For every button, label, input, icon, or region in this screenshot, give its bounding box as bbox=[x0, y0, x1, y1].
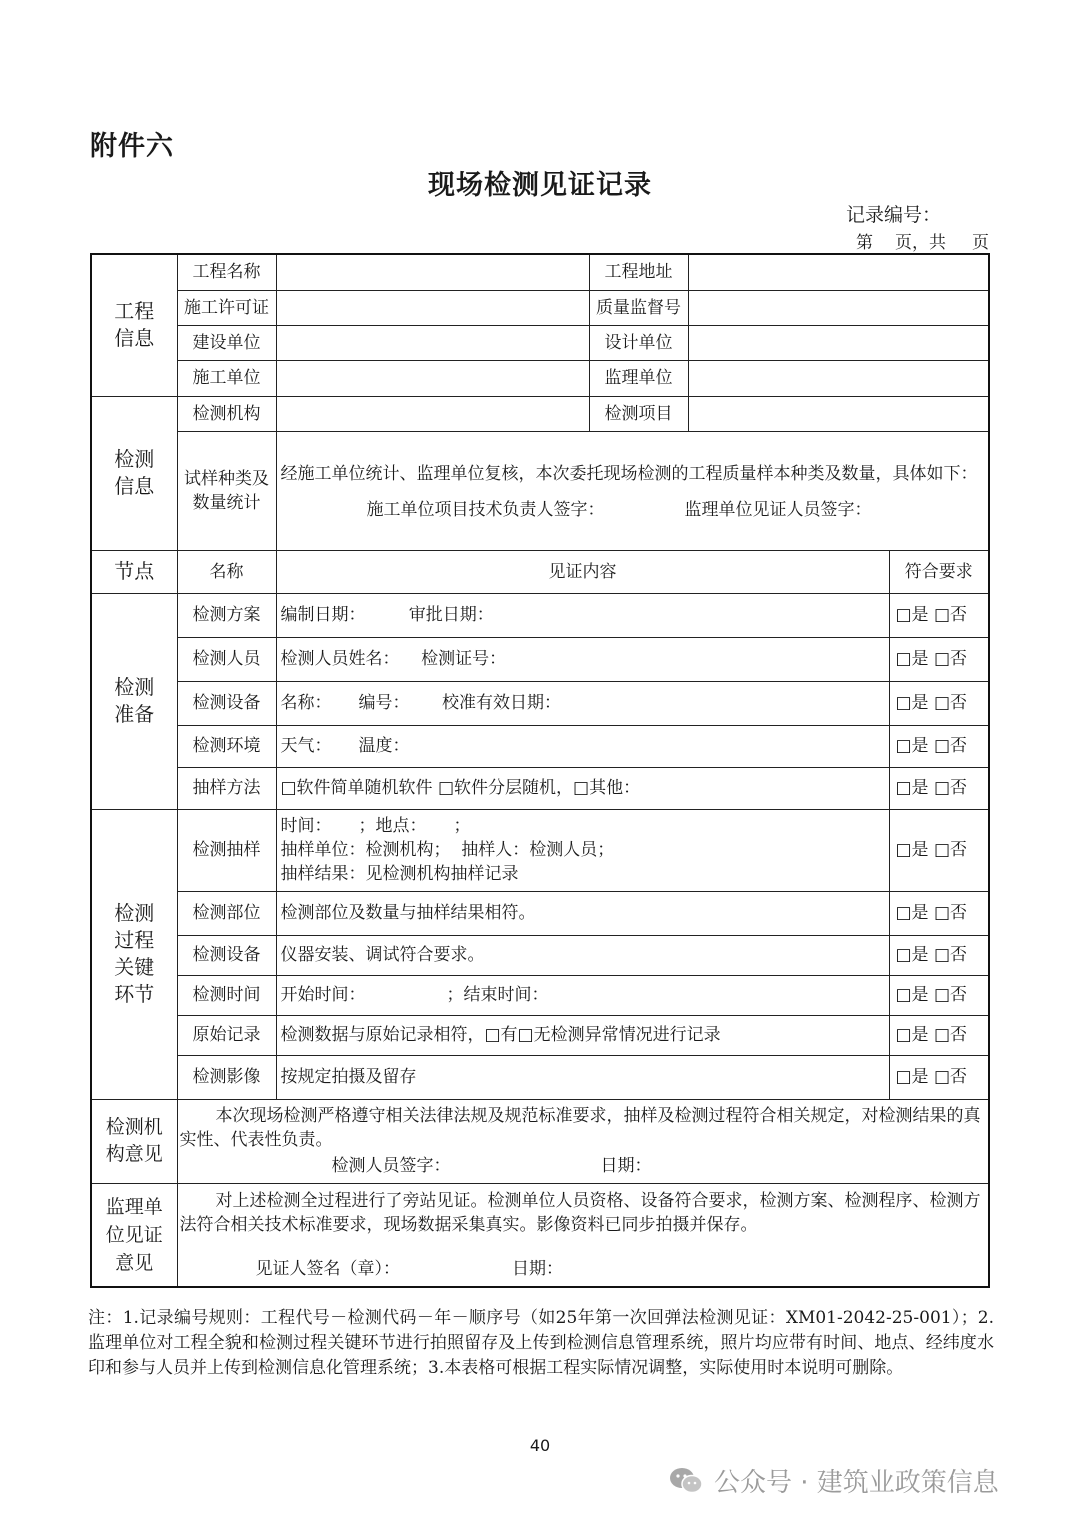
prep-content: 检测人员姓名： 检测证号： bbox=[276, 637, 889, 681]
conform-checkbox[interactable]: □是 □否 bbox=[889, 975, 989, 1015]
supervisor-opinion-sign bbox=[180, 1257, 985, 1281]
prep-row bbox=[91, 637, 989, 681]
record-number-label: 记录编号： bbox=[846, 204, 942, 226]
label-project-address: 工程地址 bbox=[589, 254, 688, 290]
label-sample-stats: 试样种类及数量统计 bbox=[177, 431, 276, 550]
label-permit: 施工许可证 bbox=[177, 290, 276, 325]
watermark-text: 公众号 · 建筑业政策信息 bbox=[714, 1468, 999, 1498]
test-info-row bbox=[91, 396, 989, 431]
process-name: 检测时间 bbox=[177, 975, 276, 1015]
prep-content: 天气： 温度： bbox=[276, 725, 889, 767]
designer-field bbox=[688, 325, 989, 360]
section-supervisor-opinion: 监理单位见证意见 bbox=[91, 1183, 177, 1287]
supervisor-date-label: 日期： bbox=[512, 1258, 563, 1279]
section-test-info: 检测信息 bbox=[91, 396, 177, 550]
org-opinion-sign bbox=[180, 1154, 985, 1178]
prep-name: 检测环境 bbox=[177, 725, 276, 767]
conform-checkbox[interactable]: □是 □否 bbox=[889, 725, 989, 767]
prep-row bbox=[91, 725, 989, 767]
page-title: 现场检测见证记录 bbox=[428, 170, 652, 201]
process-content bbox=[276, 809, 889, 891]
process-name: 检测抽样 bbox=[177, 809, 276, 891]
project-row bbox=[91, 254, 989, 290]
supervisor-sign-label: 监理单位见证人员签字： bbox=[684, 499, 872, 520]
process-row bbox=[91, 975, 989, 1015]
conform-checkbox[interactable]: □是 □否 bbox=[889, 1015, 989, 1055]
supervisor-opinion-text: 对上述检测全过程进行了旁站见证。检测单位人员资格、设备符合要求，检测方案、检测程序、检测方法符合相关技术标准要求，现场数据采集真实。影像资料已同步拍摄并保存。 bbox=[179, 1190, 981, 1235]
prep-content: 编制日期： 审批日期： bbox=[276, 593, 889, 637]
project-row bbox=[91, 325, 989, 360]
col-name: 名称 bbox=[177, 550, 276, 593]
section-org-opinion: 检测机构意见 bbox=[91, 1099, 177, 1183]
sample-content bbox=[276, 431, 989, 550]
prep-name: 检测设备 bbox=[177, 681, 276, 725]
test-org-field bbox=[276, 396, 589, 431]
label-supervisor: 监理单位 bbox=[589, 360, 688, 396]
supervisor-field bbox=[688, 360, 989, 396]
col-node: 节点 bbox=[91, 550, 177, 593]
col-conform: 符合要求 bbox=[889, 550, 989, 593]
process-content: 仪器安装、调试符合要求。 bbox=[276, 935, 889, 975]
page-di: 第 bbox=[856, 233, 873, 253]
project-row bbox=[91, 290, 989, 325]
conform-checkbox[interactable]: □是 □否 bbox=[889, 637, 989, 681]
permit-field bbox=[276, 290, 589, 325]
label-contractor: 施工单位 bbox=[177, 360, 276, 396]
org-sign-label: 检测人员签字： bbox=[331, 1156, 451, 1176]
sampling-line: 抽样结果：见检测机构抽样记录 bbox=[280, 864, 519, 884]
sample-row bbox=[91, 431, 989, 550]
section-process: 检测过程关键环节 bbox=[91, 809, 177, 1099]
prep-name: 检测人员 bbox=[177, 637, 276, 681]
process-content: 按规定拍摄及留存 bbox=[276, 1055, 889, 1099]
supervisor-opinion-row bbox=[91, 1183, 989, 1287]
watermark bbox=[668, 1462, 999, 1499]
page-number: 40 bbox=[529, 1436, 551, 1455]
label-owner: 建设单位 bbox=[177, 325, 276, 360]
process-row bbox=[91, 891, 989, 935]
org-opinion-content bbox=[177, 1099, 989, 1183]
conform-checkbox[interactable]: □是 □否 bbox=[889, 767, 989, 809]
project-name-field bbox=[276, 254, 589, 290]
label-test-item: 检测项目 bbox=[589, 396, 688, 431]
process-row bbox=[91, 935, 989, 975]
page-count-row bbox=[856, 228, 989, 253]
label-supervision-no: 质量监督号 bbox=[589, 290, 688, 325]
org-opinion-row bbox=[91, 1099, 989, 1183]
process-content: 检测部位及数量与抽样结果相符。 bbox=[276, 891, 889, 935]
project-address-field bbox=[688, 254, 989, 290]
prep-row bbox=[91, 593, 989, 637]
attachment-label: 附件六 bbox=[90, 131, 174, 162]
process-name: 检测影像 bbox=[177, 1055, 276, 1099]
sample-signatures bbox=[281, 498, 985, 522]
label-test-org: 检测机构 bbox=[177, 396, 276, 431]
conform-checkbox[interactable]: □是 □否 bbox=[889, 681, 989, 725]
column-header-row bbox=[91, 550, 989, 593]
prep-content: 名称： 编号： 校准有效日期： bbox=[276, 681, 889, 725]
org-opinion-text: 本次现场检测严格遵守相关法律法规及规范标准要求，抽样及检测过程符合相关规定，对检测结果的真实性、代表性负责。 bbox=[179, 1106, 981, 1150]
prep-row bbox=[91, 681, 989, 725]
org-date-label: 日期： bbox=[600, 1156, 652, 1176]
col-content: 见证内容 bbox=[276, 550, 889, 593]
witness-record-table bbox=[90, 253, 990, 1288]
process-row bbox=[91, 1055, 989, 1099]
section-project-info: 工程信息 bbox=[91, 254, 177, 396]
test-item-field bbox=[688, 396, 989, 431]
contractor-sign-label: 施工单位项目技术负责人签字： bbox=[366, 499, 605, 520]
project-row bbox=[91, 360, 989, 396]
sampling-line: 时间： ；地点： ； bbox=[280, 816, 471, 836]
process-name: 原始记录 bbox=[177, 1015, 276, 1055]
contractor-field bbox=[276, 360, 589, 396]
sampling-line: 抽样单位：检测机构； 抽样人：检测人员； bbox=[280, 840, 615, 860]
page-end: 页 bbox=[972, 233, 989, 253]
label-project-name: 工程名称 bbox=[177, 254, 276, 290]
process-content: 开始时间： ；结束时间： bbox=[276, 975, 889, 1015]
supervisor-sign-label: 见证人签名（章）： bbox=[255, 1258, 400, 1279]
page-mid: 页，共 bbox=[895, 233, 946, 253]
owner-field bbox=[276, 325, 589, 360]
process-content: 检测数据与原始记录相符，□有□无检测异常情况进行记录 bbox=[276, 1015, 889, 1055]
conform-checkbox[interactable]: □是 □否 bbox=[889, 809, 989, 891]
wechat-icon bbox=[668, 1466, 704, 1496]
process-row bbox=[91, 1015, 989, 1055]
footnote: 注：1.记录编号规则：工程代号－检测代码－年－顺序号（如25年第一次回弹法检测见证：XM01-2042-25-001）；2.监理单位对工程全貌和检测过程关键环节进行拍照留存及上传到检测信息管理系统，照片均应带有时间、地点、经纬度水印和参与人员并上传到检测信息化管理系统；3.本表格可根据工程实际情况调整，实际使用时本说明可删除。 bbox=[88, 1308, 994, 1378]
process-name: 检测部位 bbox=[177, 891, 276, 935]
supervisor-opinion-content bbox=[177, 1183, 989, 1287]
conform-checkbox[interactable]: □是 □否 bbox=[889, 891, 989, 935]
process-row bbox=[91, 809, 989, 891]
conform-checkbox[interactable]: □是 □否 bbox=[889, 1055, 989, 1099]
label-designer: 设计单位 bbox=[589, 325, 688, 360]
supervision-no-field bbox=[688, 290, 989, 325]
prep-content: □软件简单随机软件 □软件分层随机，□其他： bbox=[276, 767, 889, 809]
prep-name: 抽样方法 bbox=[177, 767, 276, 809]
conform-checkbox[interactable]: □是 □否 bbox=[889, 593, 989, 637]
section-prep: 检测准备 bbox=[91, 593, 177, 809]
conform-checkbox[interactable]: □是 □否 bbox=[889, 935, 989, 975]
prep-name: 检测方案 bbox=[177, 593, 276, 637]
prep-row bbox=[91, 767, 989, 809]
process-name: 检测设备 bbox=[177, 935, 276, 975]
sample-text: 经施工单位统计、监理单位复核，本次委托现场检测的工程质量样本种类及数量，具体如下： bbox=[280, 463, 978, 484]
